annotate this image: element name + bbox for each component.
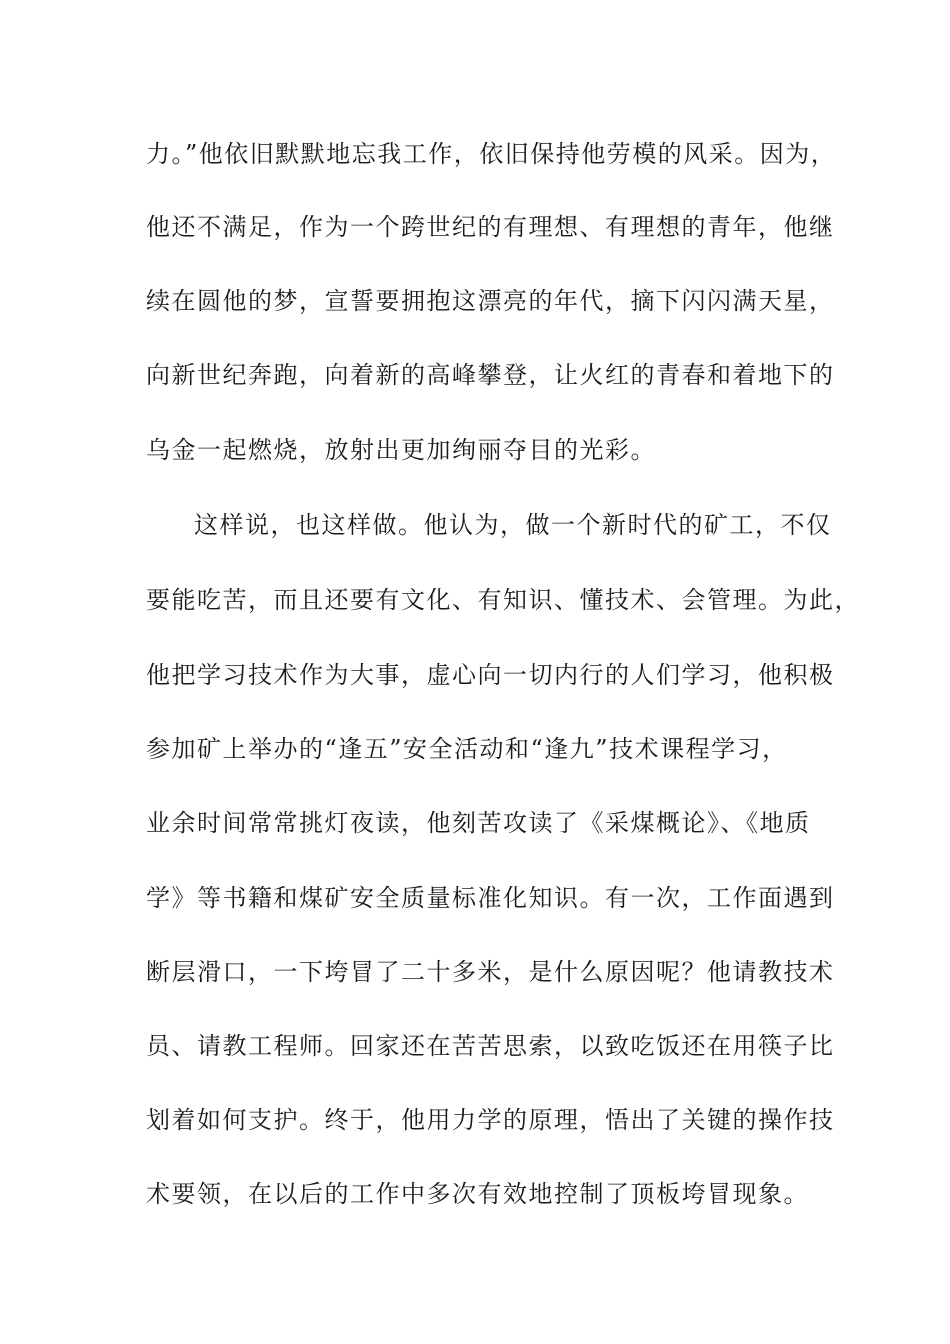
text-line: 续在圆他的梦，宣誓要拥抱这漂亮的年代，摘下闪闪满天星， <box>146 287 835 315</box>
text-line: 他把学习技术作为大事，虚心向一切内行的人们学习，他积极 <box>146 661 835 689</box>
text-line: 员、请教工程师。回家还在苦苦思索，以致吃饭还在用筷子比 <box>146 1032 835 1060</box>
text-line: 划着如何支护。终于，他用力学的原理，悟出了关键的操作技 <box>146 1106 835 1134</box>
text-line: 参加矿上举办的“逢五”安全活动和“逢九”技术课程学习， <box>146 735 788 763</box>
text-line: 他还不满足，作为一个跨世纪的有理想、有理想的青年，他继 <box>146 213 835 241</box>
text-line: 力。”他依旧默默地忘我工作，依旧保持他劳模的风采。因为， <box>146 140 837 168</box>
text-line: 要能吃苦，而且还要有文化、有知识、懂技术、会管理。为此， <box>146 586 860 614</box>
text-line: 学》等书籍和煤矿安全质量标准化知识。有一次，工作面遇到 <box>146 884 835 912</box>
text-line: 术要领，在以后的工作中多次有效地控制了顶板垮冒现象。 <box>146 1180 809 1208</box>
text-line: 断层滑口，一下垮冒了二十多米，是什么原因呢？他请教技术 <box>146 958 835 986</box>
text-line: 向新世纪奔跑，向着新的高峰攀登，让火红的青春和着地下的 <box>146 361 835 389</box>
text-line: 业余时间常常挑灯夜读，他刻苦攻读了《采煤概论》、《地质 <box>146 809 811 837</box>
paragraph-first-line: 这样说，也这样做。他认为，做一个新时代的矿工，不仅 <box>194 511 832 539</box>
text-line: 乌金一起燃烧，放射出更加绚丽夺目的光彩。 <box>146 436 656 464</box>
